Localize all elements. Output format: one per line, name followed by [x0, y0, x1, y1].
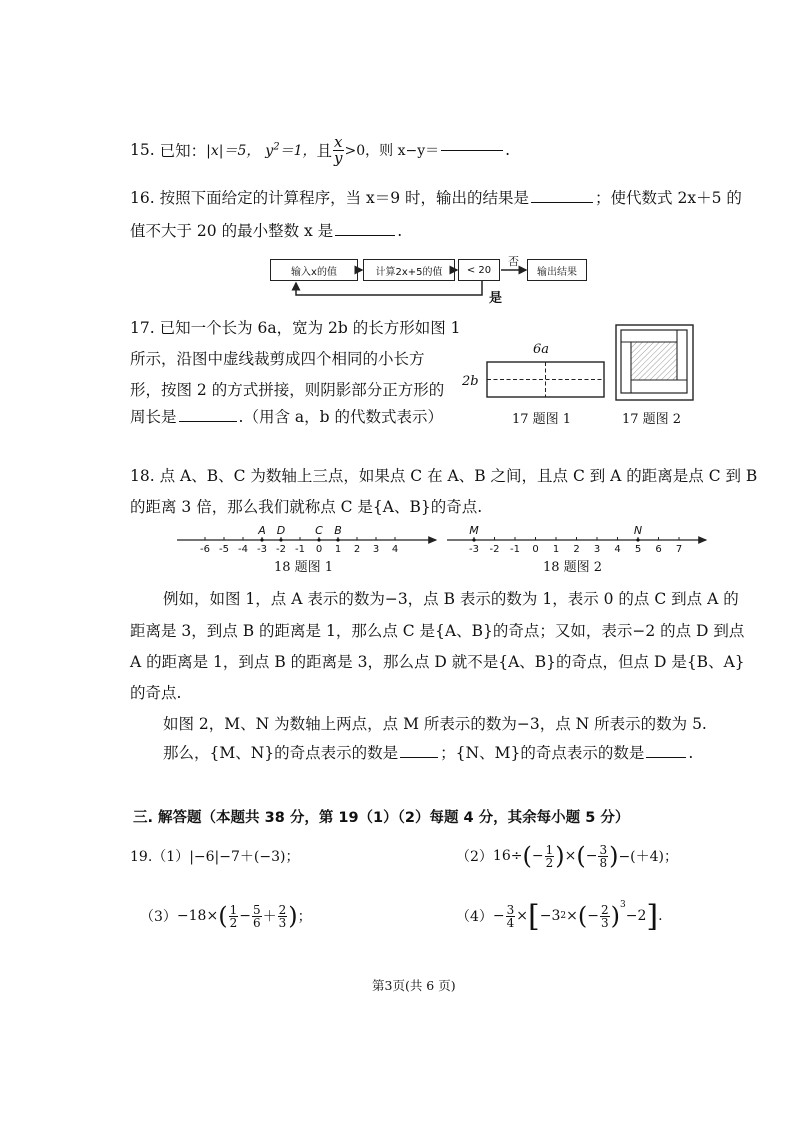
q18-example-3: A 的距离是 1，到点 B 的距离是 3，那么点 D 就不是{A、B}的奇点，但点 D 是{B、A} — [130, 653, 745, 671]
q18-nl1-point-label: B — [334, 524, 342, 537]
q19-p4-paren-open: ( — [577, 902, 588, 930]
q15-y: y — [265, 143, 274, 159]
q18-number-line-2 — [445, 520, 710, 556]
q19-p2-paren-close-2: ) — [609, 842, 619, 870]
q18-nl2-point — [472, 538, 475, 541]
q19-p4-c: −3 — [539, 908, 561, 924]
q15-line — [130, 130, 510, 170]
q15-frac-den: y — [334, 148, 343, 167]
q18-number-line-1 — [175, 520, 440, 556]
q18-nl1-point-label: A — [258, 524, 266, 537]
flow-box-input: 输入x的值 — [270, 259, 358, 281]
q18-nl1-tick-label: -4 — [238, 544, 248, 555]
q18-fig1-caption: 18 题图 1 — [274, 560, 334, 575]
q16-text1: 16. 按照下面给定的计算程序，当 x＝9 时，输出的结果是 — [130, 189, 530, 207]
q18-nl1-point — [279, 538, 282, 541]
flow-arrows — [260, 250, 600, 300]
q16-line2 — [130, 219, 402, 241]
q15-fraction — [333, 132, 343, 167]
q19-p3-frac-1 — [229, 904, 239, 929]
q18-nl1-tick-label: 2 — [353, 544, 361, 555]
q17-line1: 17. 已知一个长为 6a，宽为 2b 的长方形如图 1 — [130, 319, 461, 337]
q15-answer-blank[interactable] — [441, 149, 503, 151]
q19-p4-b: × — [516, 908, 529, 924]
q17-text4a: 周长是 — [130, 408, 177, 426]
flow-yes-label: 是 — [489, 291, 503, 306]
q18-nl2-point-label: N — [633, 524, 643, 537]
q18-nl2-tick-label: 2 — [573, 544, 580, 555]
q18-nl2-tick-label: 0 — [532, 544, 539, 555]
q17-fig1-caption: 17 题图 1 — [512, 412, 572, 427]
q19-p2-paren-open-2: ( — [576, 842, 586, 870]
flow-no-label: 否 — [508, 255, 519, 268]
flow-box-compare: < 20 — [458, 259, 500, 281]
q19-p2-frac1-den: 2 — [545, 855, 554, 870]
q15-end: . — [505, 141, 511, 159]
q17-fig1-left-label: 2b — [462, 374, 479, 389]
q18-line1: 18. 点 A、B、C 为数轴上三点，如果点 C 在 A、B 之间，且点 C 到 A 的距离是点 C 到 B — [130, 467, 758, 485]
q18-example-2: 距离是 3，到点 B 的距离是 1，那么点 C 是{A、B}的奇点；又如，表示−2 的点 D 到点 — [130, 622, 745, 640]
q17-text4b: .（用含 a，b 的代数式表示） — [238, 408, 443, 426]
q18-answer-blank-2[interactable] — [646, 756, 686, 758]
q19-p4-frac-1 — [506, 904, 516, 929]
q19-p3-frac2-num: 5 — [252, 902, 261, 917]
q19-p2-frac-1 — [545, 844, 555, 869]
q18-nl2-tick-label: -1 — [510, 544, 520, 555]
q18-fig2-caption: 18 题图 2 — [543, 560, 603, 575]
q18-nl1-point-label: D — [276, 524, 286, 537]
q19-p3-frac1-num: 1 — [229, 902, 238, 917]
q17-fig2-caption: 17 题图 2 — [622, 412, 682, 427]
q17-fig1-top-label: 6a — [533, 342, 550, 357]
q19-number: 19. — [130, 849, 153, 865]
flow-box-output: 输出结果 — [527, 259, 587, 281]
q19-p4-sup2: 2 — [560, 911, 567, 921]
q18-ask-b: ；{N、M}的奇点表示的数是 — [440, 744, 645, 762]
q19-p4-e: −2 — [625, 908, 647, 924]
q18-nl2-tick-label: 5 — [634, 544, 642, 555]
q19-p4-paren-close: ) — [610, 902, 620, 930]
q19-part4: （4） − $\frac{3}{4}$ × [ −3 2 × ( − $\frac{2}{3}$ ) $^3$ −2 ] . — [456, 898, 663, 934]
q15-number: 15. — [130, 141, 155, 159]
q18-example-5: 如图 2，M、N 为数轴上两点，点 M 所表示的数为−3，点 N 所表示的数为 5. — [163, 715, 707, 733]
q18-nl1-tick-label: -1 — [295, 544, 305, 555]
q16-answer-blank-2[interactable] — [335, 234, 395, 236]
q18-nl1-point-label: C — [315, 524, 323, 537]
q18-nl2-tick-label: 1 — [552, 544, 560, 555]
q19-p3-frac-2 — [252, 904, 262, 929]
q19-p4-frac2-num: 2 — [600, 902, 609, 917]
q18-nl1-point — [336, 538, 339, 541]
q19-p2-b: × — [564, 848, 577, 864]
q19-p1-expr: |−6|−7＋(−3)； — [189, 849, 300, 865]
q19-p4-f: . — [658, 908, 663, 924]
q15-cond2 — [265, 140, 316, 160]
q18-line2: 的距离 3 倍，那么我们就称点 C 是{A、B}的奇点. — [130, 498, 483, 516]
q15-eq1: ＝1， — [279, 143, 317, 159]
q19-p2-c: −(＋4)； — [618, 849, 679, 865]
q18-nl2-tick-label: 4 — [614, 544, 621, 555]
q18-nl2-point-label: M — [469, 524, 479, 537]
q18-nl2-point — [636, 538, 639, 541]
q19-p2-a: 16÷ — [492, 848, 523, 864]
q15-prefix: 已知： — [159, 142, 207, 160]
q18-nl1-tick-label: 3 — [372, 544, 380, 555]
q19-p2-paren-close-1: ) — [555, 842, 565, 870]
q19-p4-bracket-close: ] — [646, 898, 659, 934]
section-3-heading: 三. 解答题（本题共 38 分，第 19（1）（2）每题 4 分，其余每小题 5 分） — [133, 810, 630, 826]
q16-text3: 值不大于 20 的最小整数 x 是 — [130, 222, 334, 240]
q18-nl1-tick-label: -3 — [257, 544, 267, 555]
q19-p2-frac1-num: 1 — [545, 842, 554, 857]
q19-p4-frac2-den: 3 — [600, 915, 609, 930]
q19-part1 — [130, 846, 299, 866]
q18-nl2-tick-label: 7 — [675, 544, 683, 555]
q19-p4-sup3: 3 — [619, 900, 626, 910]
q15-and: 且 — [316, 142, 333, 160]
q15-cond1: |x|＝5， — [206, 143, 261, 159]
q15-cond3: >0，则 x−y＝ — [344, 143, 440, 159]
q18-example-1: 例如，如图 1，点 A 表示的数为−3，点 B 表示的数为 1，表示 0 的点 C 到点 A 的 — [163, 590, 739, 608]
q19-part2: （2） 16÷ ( − $\frac{1}{2}$ ) × ( − $\frac{3}{8}$ ) −(＋4)； — [456, 842, 679, 870]
q19-p3-b: ； — [297, 909, 312, 925]
q19-p4-frac1-num: 3 — [506, 902, 515, 917]
q17-answer-blank[interactable] — [179, 420, 237, 422]
q16-text2: ；使代数式 2x＋5 的 — [595, 189, 742, 207]
q19-p3-frac3-num: 2 — [278, 902, 287, 917]
q17-fig2 — [615, 324, 695, 402]
q18-nl1-tick-label: 4 — [391, 544, 399, 555]
q18-nl1-tick-label: 1 — [334, 544, 342, 555]
q19-p4-frac-2 — [600, 904, 610, 929]
q18-ask-a: 那么，{M、N}的奇点表示的数是 — [163, 744, 399, 762]
q18-nl1-tick-label: 0 — [315, 544, 323, 555]
q15-frac-num: x — [334, 132, 343, 151]
q17-line2: 所示，沿图中虚线裁剪成四个相同的小长方 — [130, 350, 425, 368]
q17-line4 — [130, 405, 443, 427]
q19-p4-frac1-den: 4 — [506, 915, 515, 930]
flow-box-compute: 计算2x+5的值 — [363, 259, 455, 281]
q18-question — [163, 741, 693, 763]
q19-p4-label: （4） — [456, 909, 493, 925]
q19-p2-label: （2） — [456, 849, 493, 865]
q16-text4: . — [397, 222, 403, 240]
q18-nl2-tick-label: -3 — [469, 544, 479, 555]
q19-p4-bracket-open: [ — [528, 898, 540, 934]
q17-line3: 形，按图 2 的方式拼接，则阴影部分正方形的 — [130, 381, 445, 399]
q19-p2-frac2-den: 8 — [599, 855, 608, 870]
q19-p3-frac1-den: 2 — [229, 915, 238, 930]
q19-p3-frac3-den: 3 — [278, 915, 287, 930]
q19-p2-frac2-num: 3 — [599, 842, 608, 857]
q19-p3-label: （3） — [140, 909, 177, 925]
q19-p3-frac-3 — [278, 904, 288, 929]
q19-p3-paren-close: ) — [288, 902, 298, 930]
q17-fig1 — [486, 361, 606, 399]
q19-p4-a: − — [492, 908, 505, 924]
q18-example-4: 的奇点. — [130, 684, 182, 702]
page-footer: 第3页(共 6 页) — [372, 978, 456, 993]
q18-nl1-point — [317, 538, 320, 541]
q18-nl1-tick-label: -5 — [219, 544, 229, 555]
q16-line1 — [130, 186, 742, 208]
q19-p3-frac2-den: 6 — [252, 915, 261, 930]
q19-p2-frac-2 — [598, 844, 608, 869]
q18-nl1-point — [260, 538, 263, 541]
q19-p4-d: × — [566, 908, 578, 924]
q15-sup: 2 — [273, 141, 280, 153]
q18-nl2-tick-label: 6 — [655, 544, 662, 555]
q18-nl1-tick-label: -2 — [276, 544, 286, 555]
q18-ask-c: . — [688, 744, 694, 762]
q19-part3: （3） −18× ( $\frac{1}{2}$ − $\frac{5}{6}$ ＋ $\frac{2}{3}$ ) ； — [140, 902, 312, 930]
q18-nl2-tick-label: -2 — [489, 544, 500, 555]
q16-answer-blank-1[interactable] — [531, 201, 593, 203]
q18-answer-blank-1[interactable] — [400, 756, 438, 758]
q18-nl2-tick-label: 3 — [593, 544, 601, 555]
q18-nl1-tick-label: -6 — [200, 544, 210, 555]
q19-p3-a: −18× — [176, 908, 219, 924]
q19-p2-paren-open-1: ( — [522, 842, 532, 870]
q19-p3-paren-open: ( — [218, 902, 228, 930]
q19-p1-label: （1） — [152, 849, 190, 865]
